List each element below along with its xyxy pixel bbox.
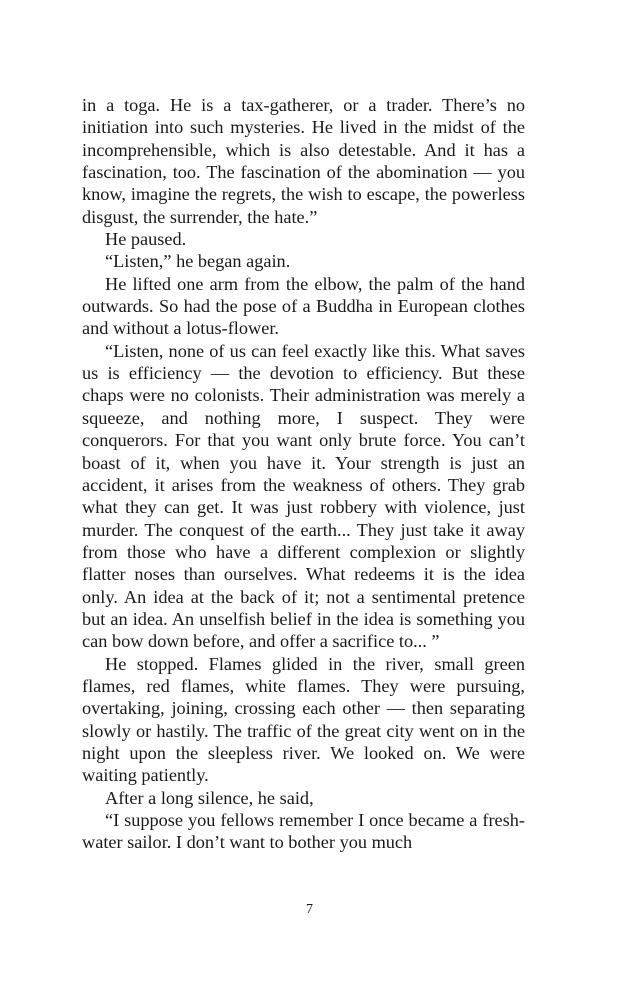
- paragraph-continuation: in a toga. He is a tax-gatherer, or a trader. There’s no initiation into such mysteries. He lived in the midst of the incomprehensible, which is also detestable. And it has a fascination, too. The fascination of the abomination — you know, imagine the regrets, the wish to escape, the powerless disgust, the surrender, the hate.”: [82, 95, 525, 227]
- paragraph-efficiency-speech: “Listen, none of us can feel exactly like this. What saves us is efficiency — the devotion to efficiency. But these chaps were no colonists. Their administration was merely a squeeze, and nothing more, I suspect. They were conquerors. For that you want only brute force. You can’t boast of it, when you have it. Your strength is just an accident, it arises from the weakness of others. They grab what they can get. It was just robbery with violence, just murder. The conquest of the earth... They just take it away from those who have a different complexion or slightly flatter noses than ourselves. What redeems it is the idea only. An idea at the back of it; not a sentimental pretence but an idea. An unselfish belief in the idea is something you can bow down before, and offer a sacrifice to... ”: [82, 340, 525, 652]
- book-page-text: [82, 94, 525, 854]
- paragraph-flames-river: He stopped. Flames glided in the river, small green flames, red flames, white flames. They were pursuing, overtaking, joining, crossing each other — then separating slowly or hastily. The traffic of the great city went on in the night upon the sleepless river. We looked on. We were waiting patiently.: [82, 653, 525, 786]
- paragraph-he-paused: He paused.: [105, 229, 187, 250]
- paragraph-buddha-pose: He lifted one arm from the elbow, the palm of the hand outwards. So had the pose of a Buddha in European clothes and without a lotus-flower.: [82, 273, 525, 339]
- paragraph-long-silence: After a long silence, he said,: [105, 787, 314, 808]
- page-number: 7: [306, 902, 313, 917]
- paragraph-listen-began-again: “Listen,” he began again.: [105, 251, 291, 272]
- paragraph-fresh-water-sailor: “I suppose you fellows remember I once became a fresh-water sailor. I don’t want to bother you much: [82, 810, 525, 853]
